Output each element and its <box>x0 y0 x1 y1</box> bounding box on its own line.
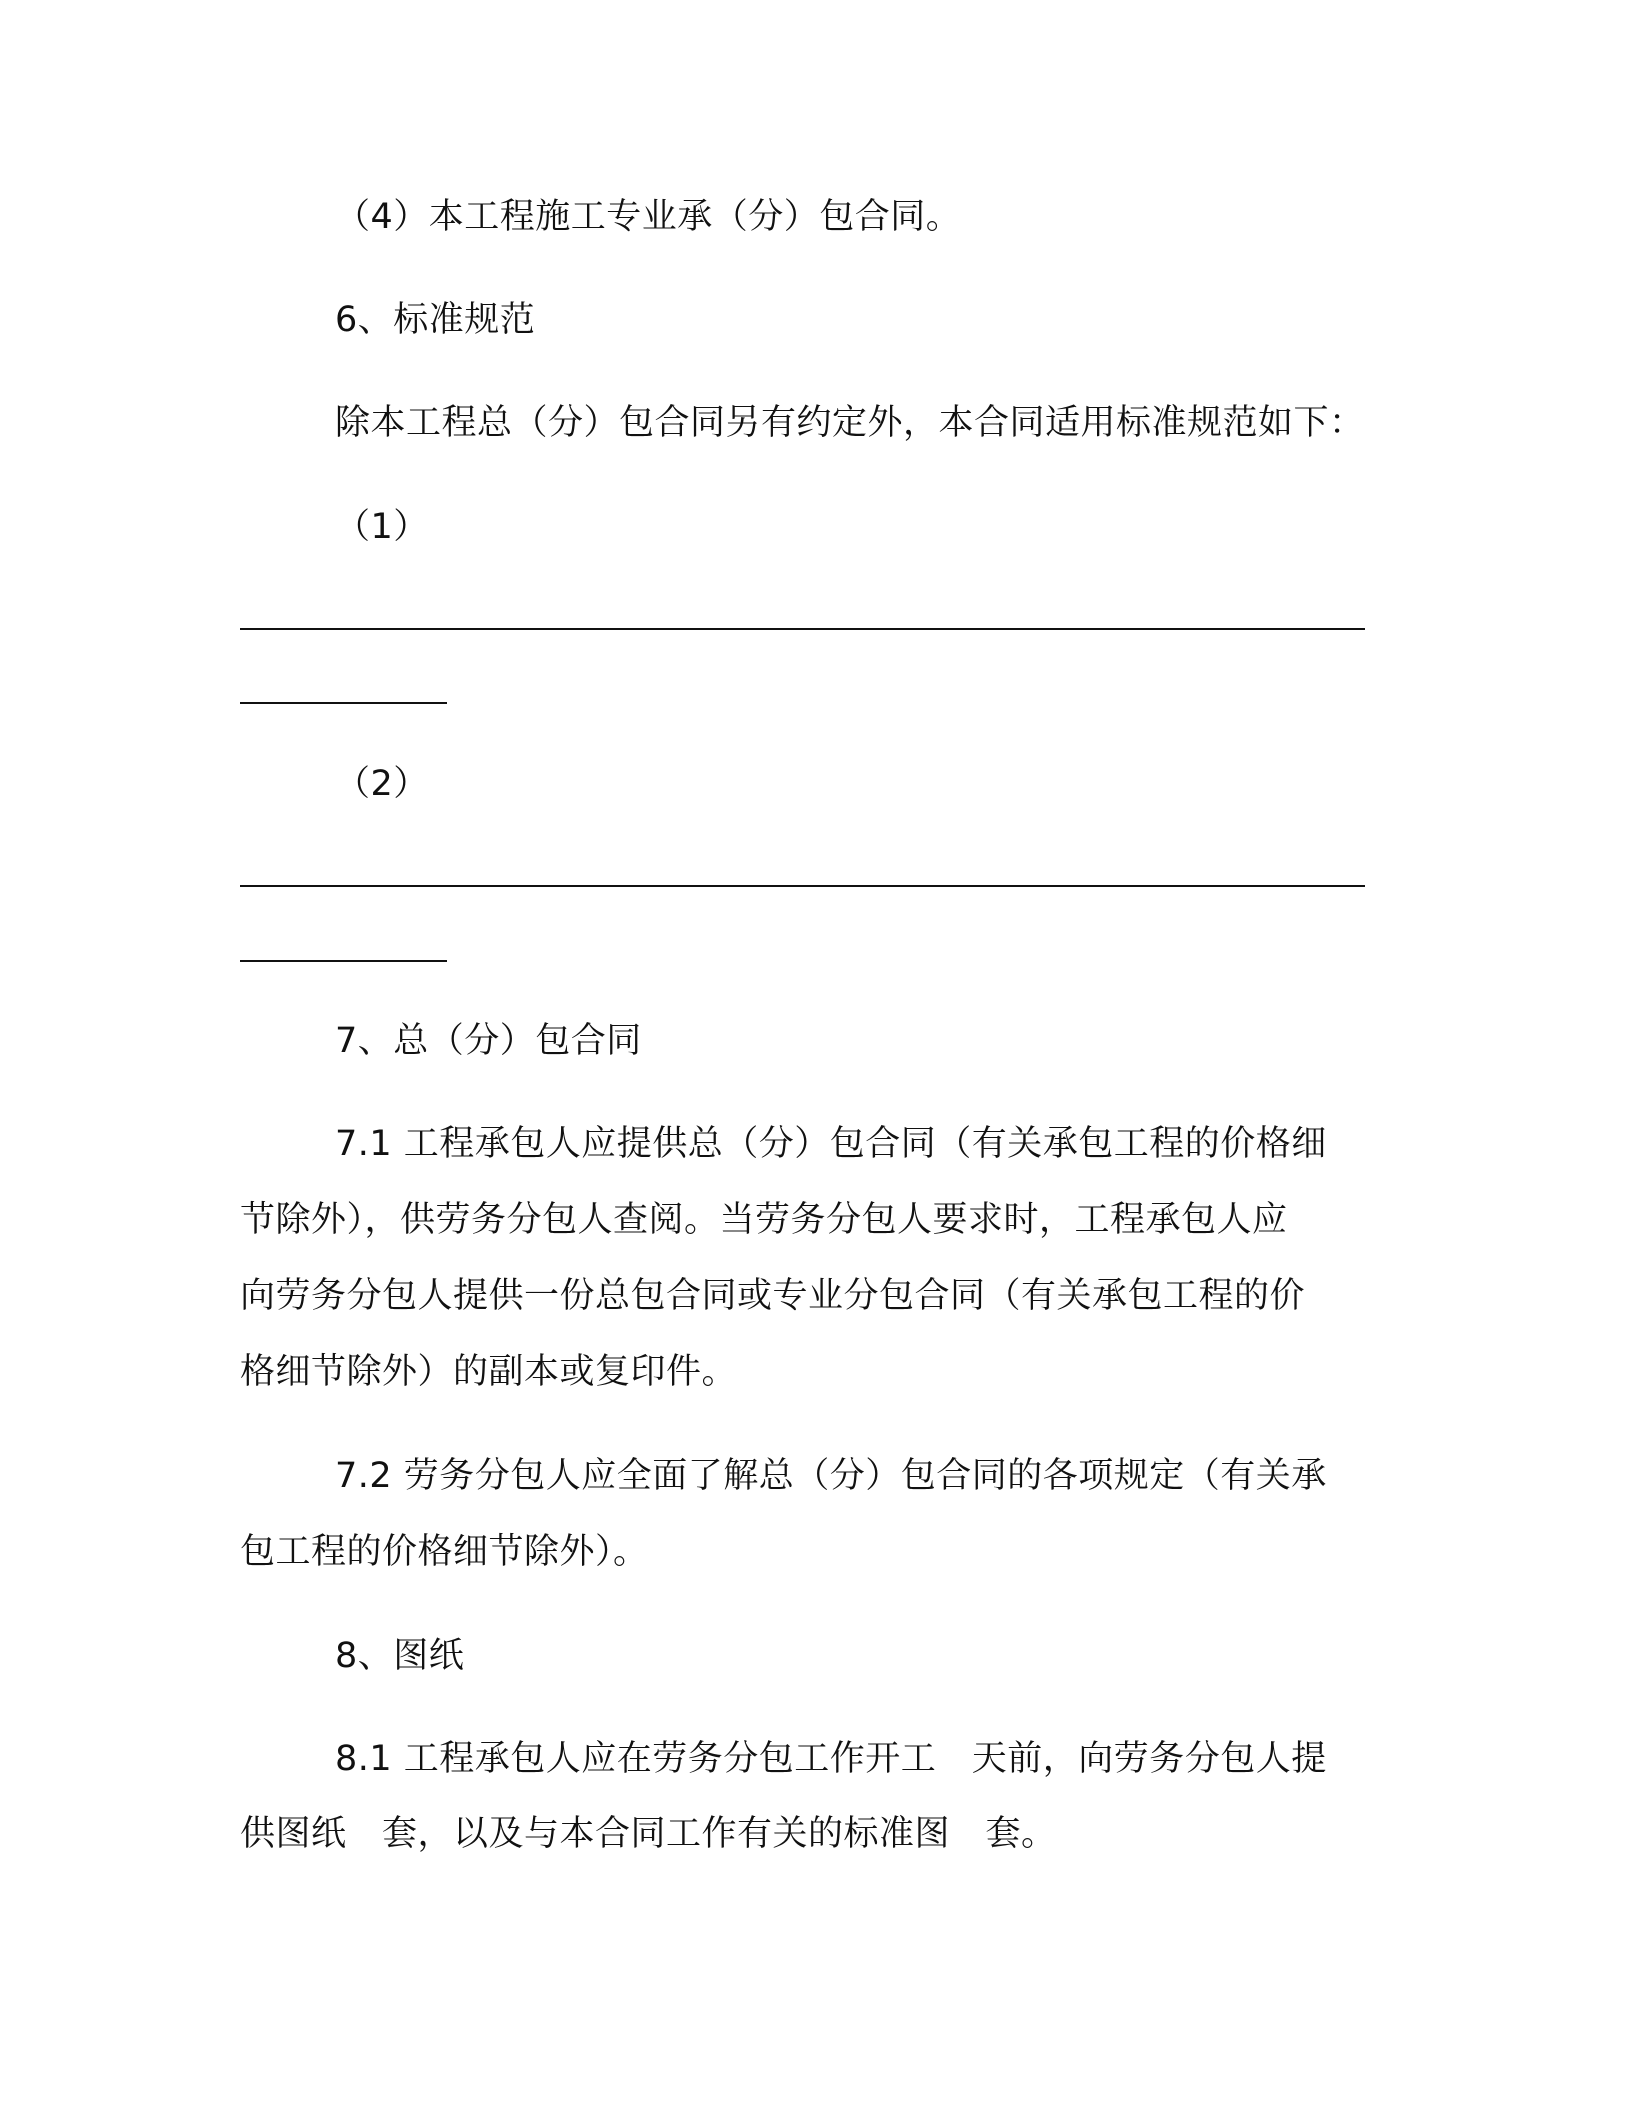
section-6-intro: 除本工程总（分）包合同另有约定外，本合同适用标准规范如下： <box>335 403 1365 443</box>
clause-7-1-line-3: 向劳务分包人提供一份总包合同或专业分包合同（有关承包工程的价 <box>240 1276 1306 1316</box>
blank-line-1b <box>240 702 447 704</box>
section-7-heading: 7、总（分）包合同 <box>335 1021 642 1061</box>
blank-line-2b <box>240 960 447 962</box>
blank-line-2a <box>240 885 1365 887</box>
section-6-heading: 6、标准规范 <box>335 300 536 340</box>
clause-7-2-line-1: 7.2 劳务分包人应全面了解总（分）包合同的各项规定（有关承 <box>335 1456 1327 1496</box>
clause-7-2-line-2: 包工程的价格细节除外）。 <box>240 1532 649 1572</box>
clause-7-1-line-2: 节除外），供劳务分包人查阅。当劳务分包人要求时，工程承包人应 <box>240 1200 1288 1240</box>
clause-8-1-line-2: 供图纸 套，以及与本合同工作有关的标准图 套。 <box>240 1814 1057 1854</box>
clause-7-1-line-4: 格细节除外）的副本或复印件。 <box>240 1352 738 1392</box>
item-1-label: （1） <box>335 507 429 547</box>
blank-line-1a <box>240 628 1365 630</box>
clause-7-1-line-1: 7.1 工程承包人应提供总（分）包合同（有关承包工程的价格细 <box>335 1124 1327 1164</box>
section-8-heading: 8、图纸 <box>335 1636 465 1676</box>
item-2-label: （2） <box>335 764 429 804</box>
clause-8-1-line-1: 8.1 工程承包人应在劳务分包工作开工 天前，向劳务分包人提 <box>335 1739 1327 1779</box>
item-4-text: （4）本工程施工专业承（分）包合同。 <box>335 197 962 237</box>
